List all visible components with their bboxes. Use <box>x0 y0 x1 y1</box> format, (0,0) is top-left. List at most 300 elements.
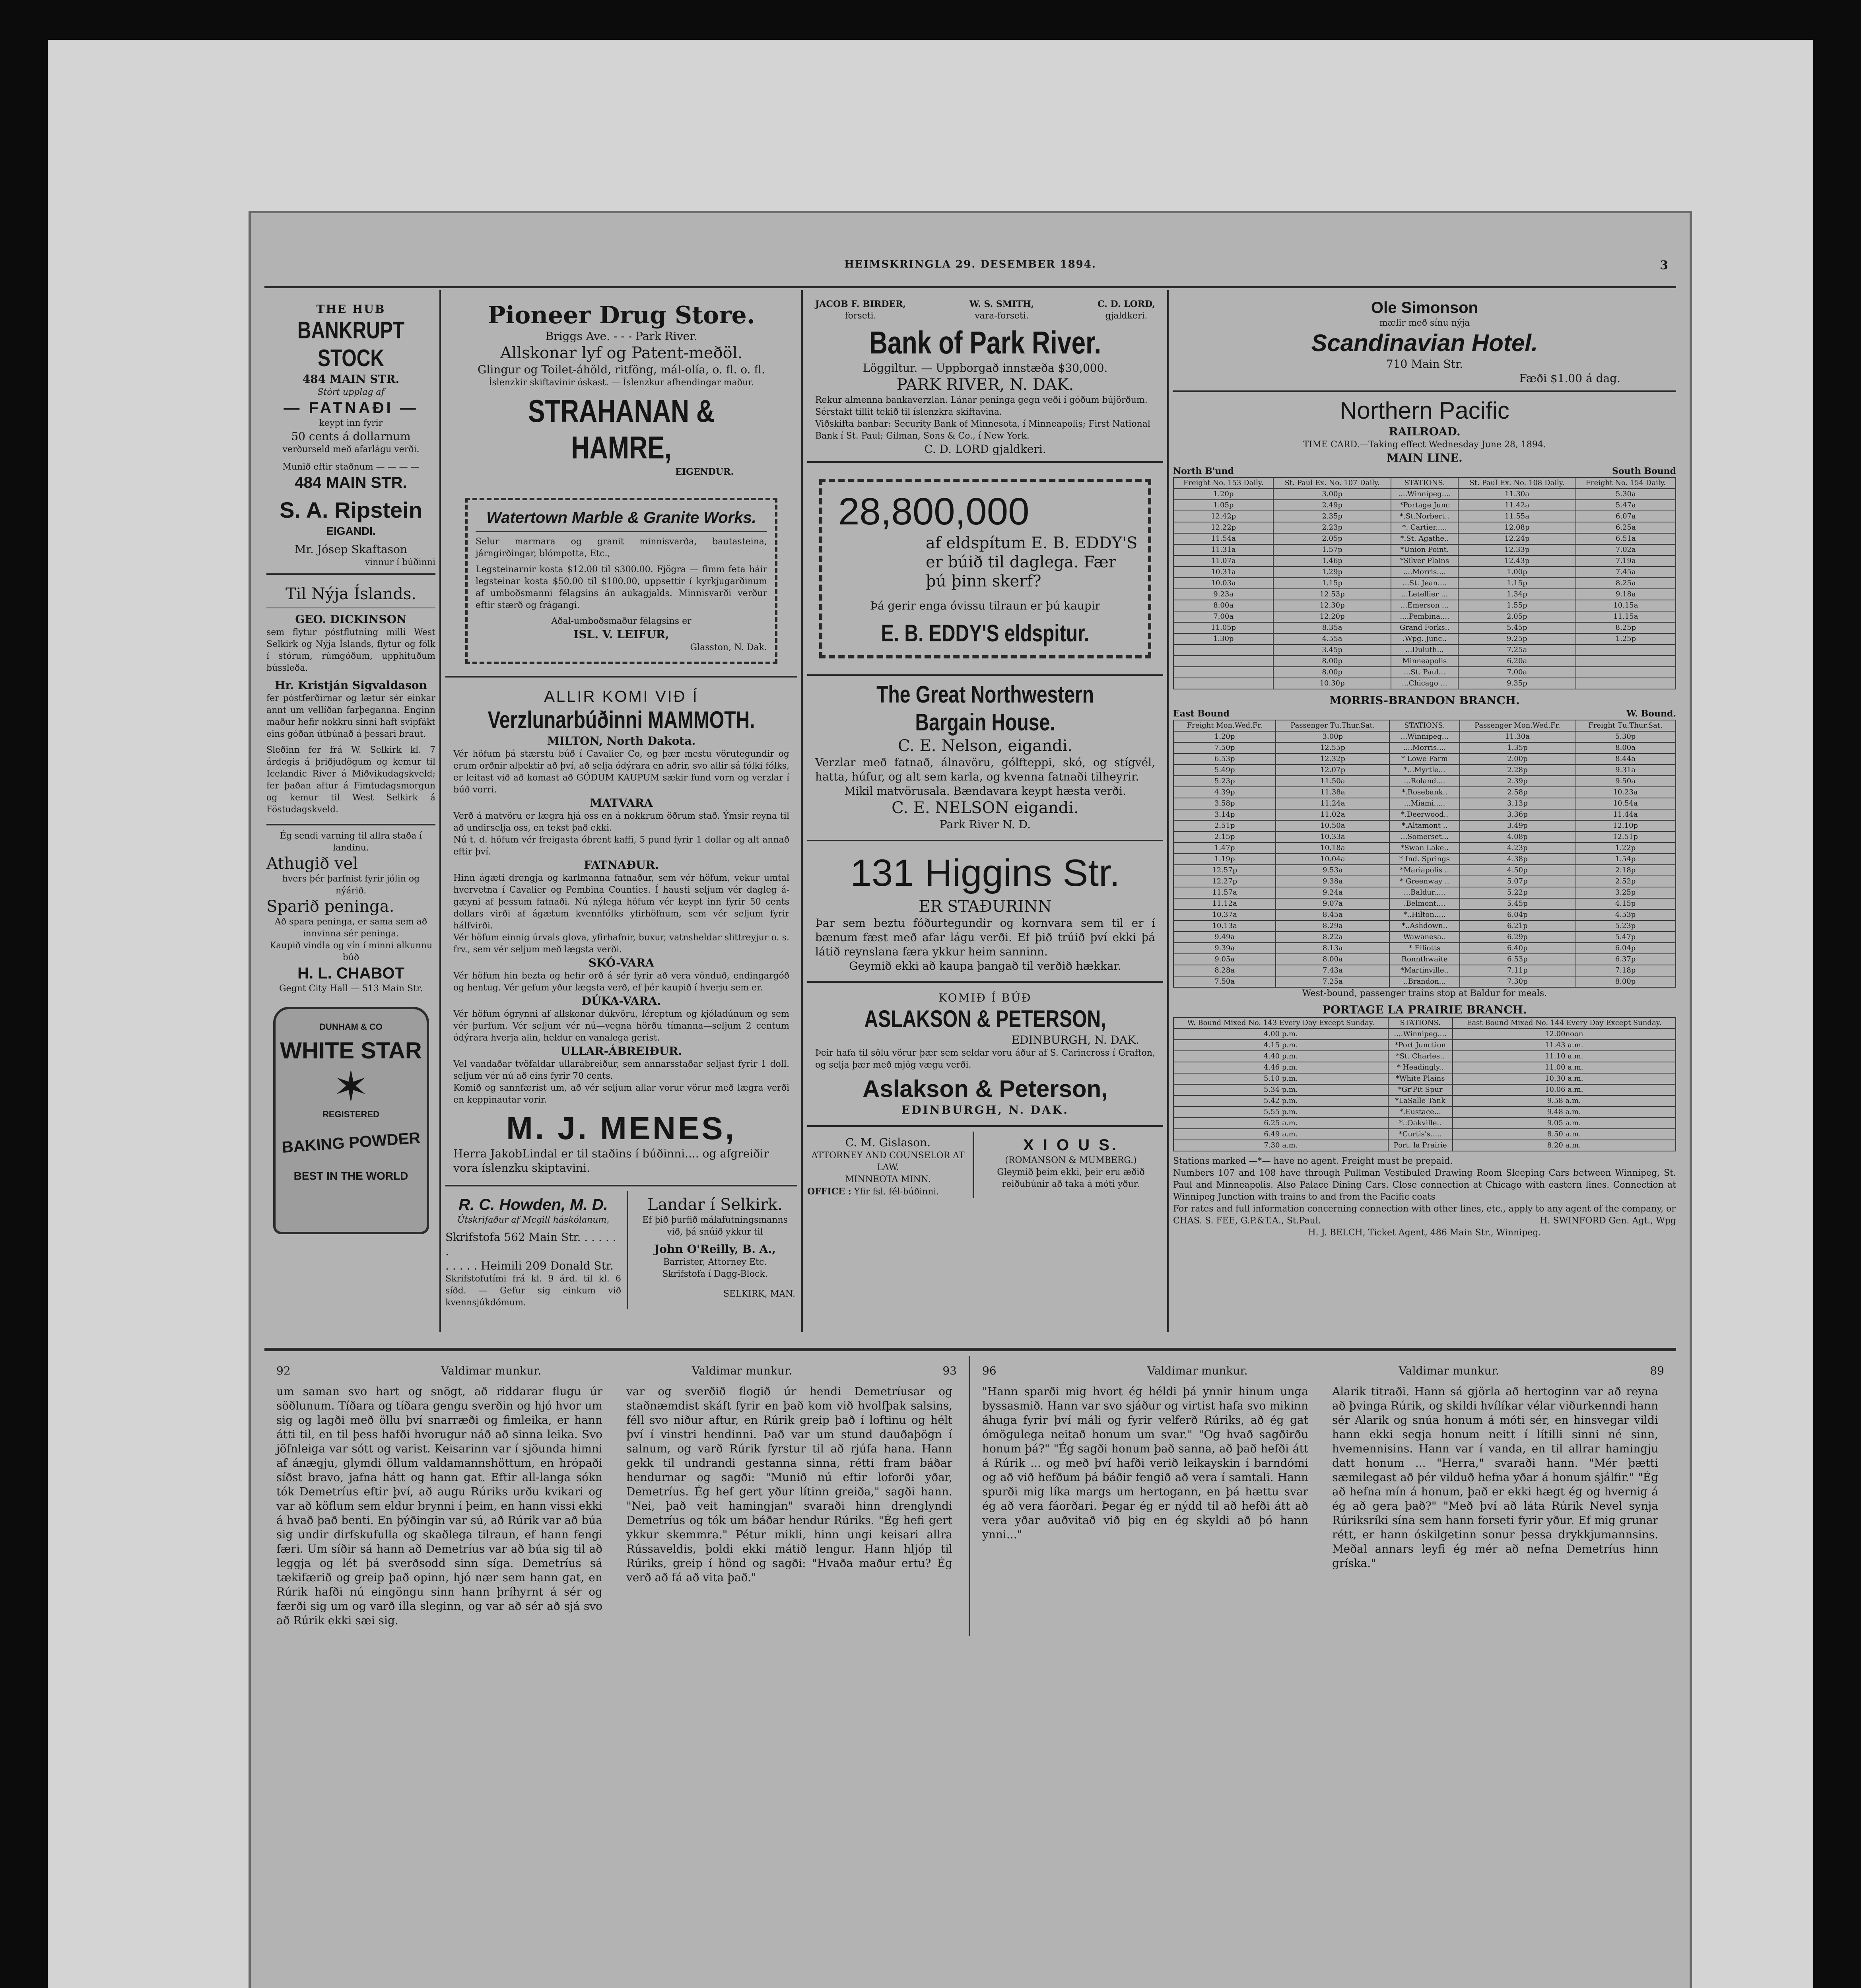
portage-cell: 12.00noon <box>1453 1029 1676 1040</box>
mammoth-h5: ULLAR-ÁBREIÐUR. <box>560 1044 682 1058</box>
morris-brandon-cell: 4.23p <box>1460 843 1575 854</box>
main-line-cell: 10.31a <box>1173 567 1273 578</box>
main-line-cell: 3.00p <box>1273 489 1391 500</box>
morris-brandon-title: MORRIS-BRANDON BRANCH. <box>1329 694 1520 707</box>
xious-ad <box>974 1132 1161 1198</box>
main-line-cell: 12.42p <box>1173 511 1273 522</box>
mb-note: West-bound, passenger trains stop at Baldur for meals. <box>1302 988 1547 998</box>
portage-row <box>1173 1051 1676 1062</box>
main-line-cell: 12.30p <box>1273 600 1391 611</box>
hub-title: THE HUB <box>316 303 386 316</box>
morris-brandon-cell: 3.00p <box>1276 731 1389 742</box>
morris-brandon-cell: *Mariapolis .. <box>1389 865 1459 876</box>
portage-cell: 4.15 p.m. <box>1173 1040 1388 1051</box>
morris-brandon-row <box>1173 865 1676 876</box>
morris-brandon-cell: 2.18p <box>1575 865 1676 876</box>
morris-brandon-cell: ...Miami..... <box>1389 798 1459 809</box>
morris-brandon-cell: 12.55p <box>1276 742 1389 753</box>
portage-body <box>1173 1029 1676 1151</box>
mammoth-line: Herra JakobLindal er til staðins í búðinni.... og afgreiðir vora íslenzku skiptavini. <box>453 1147 769 1175</box>
main-line-cell: 5.45p <box>1458 622 1576 633</box>
main-line-cell: 7.19a <box>1576 555 1676 567</box>
morris-brandon-row <box>1173 753 1676 765</box>
morris-brandon-cell: 3.49p <box>1460 820 1575 831</box>
page-header <box>264 258 1676 286</box>
portage-table <box>1173 1017 1676 1151</box>
morris-brandon-cell: 4.39p <box>1173 787 1276 798</box>
morris-brandon-cell: 6.04p <box>1460 909 1575 920</box>
morris-brandon-cell: ...Baldur..... <box>1389 887 1459 898</box>
mammoth-h4: DÚKA-VARA. <box>581 994 661 1008</box>
morris-brandon-cell: 9.07a <box>1276 898 1389 909</box>
morris-brandon-cell: 3.36p <box>1460 809 1575 820</box>
nyja-body-2: fer póstferðirnar og lætur sér einkar annt um vellíðan farþeganna. Enginn maður hefir nokkru sinni haft svipfákt eins góðan útbúnað á þessari braut. <box>266 693 435 739</box>
hub-heading: BANKRUPT STOCK <box>297 317 405 371</box>
morris-brandon-cell: 11.12a <box>1173 898 1276 909</box>
main-line-cell: 8.00a <box>1173 600 1273 611</box>
morris-brandon-cell: 6.53p <box>1460 954 1575 965</box>
morris-brandon-cell: 11.24a <box>1276 798 1389 809</box>
chabot-intro: Ég sendi varning til allra staða í landinu. <box>280 831 422 853</box>
bank-officer-1: JACOB F. BIRDER, <box>815 299 906 309</box>
main-line-cell: ...Chicago ... <box>1391 678 1458 689</box>
main-line-header-cell: St. Paul Ex. No. 107 Daily. <box>1273 478 1391 489</box>
morris-brandon-cell: 11.44a <box>1575 809 1676 820</box>
morris-brandon-table <box>1173 720 1676 988</box>
column-rule-3 <box>1167 290 1169 1332</box>
simonson-address: 710 Main Str. <box>1386 357 1463 371</box>
bank-officer-1-role: forseti. <box>845 311 876 321</box>
main-line-header-cell: Freight No. 153 Daily. <box>1173 478 1273 489</box>
morris-brandon-cell: *.Rosebank.. <box>1389 787 1459 798</box>
portage-row <box>1173 1073 1676 1084</box>
bargain-line-2: Mikil matvörusala. Bændavara keypt hæsta verði. <box>844 784 1127 798</box>
portage-cell: 8.20 a.m. <box>1453 1140 1676 1151</box>
main-line-cell: 8.00p <box>1273 656 1391 667</box>
morris-brandon-row <box>1173 843 1676 854</box>
morris-brandon-cell: 3.25p <box>1575 887 1676 898</box>
aslakson-place-2: EDINBURGH, N. DAK. <box>901 1103 1069 1116</box>
main-line-cell: ....Winnipeg.... <box>1391 489 1458 500</box>
marble-box <box>465 498 777 664</box>
main-line-cell: 7.45a <box>1576 567 1676 578</box>
morris-brandon-cell: ..Brandon... <box>1389 976 1459 987</box>
portage-cell: *Port Junction <box>1388 1040 1453 1051</box>
morris-brandon-row <box>1173 787 1676 798</box>
morris-brandon-cell: 8.00a <box>1276 954 1389 965</box>
main-line-cell: 2.49p <box>1273 500 1391 511</box>
main-line-cell: 9.23a <box>1173 589 1273 600</box>
morris-brandon-cell: 10.54a <box>1575 798 1676 809</box>
main-line-row <box>1173 656 1676 667</box>
main-line-cell: 11.54a <box>1173 533 1273 544</box>
simonson-name: Ole Simonson <box>1371 299 1478 316</box>
morris-brandon-cell: 5.45p <box>1460 898 1575 909</box>
bank-line-4: Viðskifta banbar: Security Bank of Minnesota, í Minneapolis; First National Bank í St. Paul; Gilman, Sons & Co., í New York. <box>815 419 1150 441</box>
morris-brandon-row <box>1173 731 1676 742</box>
morris-brandon-cell: 1.22p <box>1575 843 1676 854</box>
main-line-cell: ...St. Jean.... <box>1391 578 1458 589</box>
morris-brandon-row <box>1173 943 1676 954</box>
main-line-cell: 4.55a <box>1273 633 1391 645</box>
marble-agent: Aðal-umboðsmaður félagsins er <box>551 616 692 626</box>
aslakson-title-2: Aslakson & Peterson, <box>863 1076 1108 1102</box>
portage-cell: *.Eustace... <box>1388 1107 1453 1118</box>
main-line-cell: Grand Forks.. <box>1391 622 1458 633</box>
column-3 <box>807 294 1163 1336</box>
morris-brandon-cell: 10.13a <box>1173 920 1276 932</box>
main-line-cell: 12.20p <box>1273 611 1391 622</box>
main-line-row <box>1173 589 1676 600</box>
mammoth-place: MILTON, North Dakota. <box>547 734 696 747</box>
main-line-cell: 1.00p <box>1458 567 1576 578</box>
morris-brandon-cell: *..Hilton..... <box>1389 909 1459 920</box>
morris-brandon-row <box>1173 887 1676 898</box>
main-line-cell: 8.00p <box>1273 667 1391 678</box>
bank-line-1: Löggiltur. — Uppborgað innstæða $30,000. <box>863 361 1108 375</box>
morris-brandon-cell: *...Myrtle... <box>1389 765 1459 776</box>
gislason-office-label: OFFICE : <box>807 1186 851 1197</box>
main-line-cell: 7.25a <box>1458 645 1576 656</box>
main-line-cell: Minneapolis <box>1391 656 1458 667</box>
morris-brandon-cell: 8.44a <box>1575 753 1676 765</box>
morris-brandon-row <box>1173 820 1676 831</box>
mb-body <box>1173 731 1676 987</box>
np-title-2: RAILROAD. <box>1389 425 1461 438</box>
main-line-row <box>1173 622 1676 633</box>
main-line-cell: 6.25a <box>1576 522 1676 533</box>
main-line-table <box>1173 477 1676 689</box>
story-page-93: 93 <box>942 1364 957 1377</box>
morris-brandon-cell: * Greenway .. <box>1389 876 1459 887</box>
eddy-brand: E. B. EDDY'S eldspitur. <box>881 620 1090 646</box>
hub-address: 484 MAIN STR. <box>302 373 400 386</box>
main-line-row <box>1173 600 1676 611</box>
morris-brandon-cell: 3.58p <box>1173 798 1276 809</box>
main-line-cell: 12.08p <box>1458 522 1576 533</box>
chabot-h2: Sparið peninga. <box>266 897 394 916</box>
aslakson-title: ASLAKSON & PETERSON, <box>864 1006 1106 1032</box>
mammoth-p9: Komið og sannfærist um, að vér seljum allar vorur vörur með lægra verði en keppinautar vorir. <box>453 1083 789 1105</box>
main-line-cell: 11.55a <box>1458 511 1576 522</box>
main-line-cell: 3.45p <box>1273 645 1391 656</box>
mb-west-bound: W. Bound. <box>1626 709 1676 719</box>
morris-brandon-cell: 6.40p <box>1460 943 1575 954</box>
portage-cell: 11.00 a.m. <box>1453 1062 1676 1073</box>
higgins-line-1: Þar sem beztu fóðurtegundir og kornvara sem til er í bænum fæst með afar lágu verði. Ef þið trúið því ekki þá látið reynslana færa ykkur heim sanninn. <box>815 916 1155 958</box>
chabot-t1: hvers þér þarfnist fyrir jólin og nýárið. <box>282 874 420 896</box>
gislason-office: Yfir fsl. fél-búðinni. <box>854 1187 939 1197</box>
mammoth-p5: Vér höfum einnig úrvals glova, yfirhafnir, buxur, vatnsheldar slittreyjur o. s. frv., sem vér seljum með lægsta verði. <box>453 933 789 955</box>
np-south-bound: South Bound <box>1612 466 1676 476</box>
howden-ad <box>445 1191 628 1309</box>
mammoth-p1: Vér höfum þá stærstu búð í Cavalier Co, og þær mestu vörutegundir og erum orðnir alþektir að því, að selja ódýrara en aðrir, svo allir sá fólki fólks, er leitast við að komast að GÓÐUM KAUPUM sækir fund vorn og verzlar í búð vorri. <box>453 749 789 795</box>
main-line-cell: 5.30a <box>1576 489 1676 500</box>
page-number: 3 <box>1660 258 1668 272</box>
morris-brandon-cell: 12.32p <box>1276 753 1389 765</box>
main-line-row <box>1173 678 1676 689</box>
bank-officer-2-role: vara-forseti. <box>975 311 1029 321</box>
story-column-4: Alarik titraði. Hann sá gjörla að hertoginn var að reyna að þvinga Rúrik, og skildi hvílíkar vélar viðurkenndi hann sér Alarik og snúa honum á móti sér, en hinsvegar vildi hann ekki segja honum neitt í lítilli sinni né sinn, hvemennisins. Hann var í vanda, en til allrar hamingju datt honum ... "Herra," svaraði hann. "Mér þætti sæmilegast að þér vilduð hefna yðar á honum sjálfir." "Ég að hefna mín á honum, það er ekki hægt ég og hvernig á ég að gera það?" "Með því að láta Rúrik Nevel synja Rúriksríki sína sem hann forseti fyrir yður. Ef mig grunar rétt, er hann óskilgetinn sonur þessa drykkjumannsins. Meðal annars leyfi ég mér að nefna Demetríus hinn gríska." <box>1332 1385 1658 1570</box>
morris-brandon-cell: 4.50p <box>1460 865 1575 876</box>
main-line-row <box>1173 611 1676 622</box>
main-line-cell: 1.55p <box>1458 600 1576 611</box>
main-line-cell: 5.47a <box>1576 500 1676 511</box>
morris-brandon-cell: ...Roland.... <box>1389 776 1459 787</box>
morris-brandon-cell: 7.11p <box>1460 965 1575 976</box>
main-line-cell: 6.07a <box>1576 511 1676 522</box>
bank-title: Bank of Park River. <box>869 325 1101 360</box>
morris-brandon-cell: 11.57a <box>1173 887 1276 898</box>
portage-cell: 11.43 a.m. <box>1453 1040 1676 1051</box>
morris-brandon-cell: Ronnthwaite <box>1389 954 1459 965</box>
np-agent-3: H. J. BELCH, Ticket Agent, 486 Main Str., Winnipeg. <box>1308 1228 1541 1238</box>
main-line-cell: 7.00a <box>1458 667 1576 678</box>
hub-address-2: 484 MAIN STR. <box>295 474 407 491</box>
portage-cell: *LaSalle Tank <box>1388 1095 1453 1107</box>
drug-role: EIGENDUR. <box>675 467 734 477</box>
hub-goods: — FATNAÐI — <box>284 399 418 417</box>
hub-owner-title: EIGANDI. <box>326 525 376 537</box>
bank-line-3: Sérstakt tillit tekið til íslenzkra skiftavina. <box>815 407 1002 417</box>
oreilly-title: Landar í Selkirk. <box>647 1196 783 1214</box>
morris-brandon-row <box>1173 976 1676 987</box>
portage-cell: 9.05 a.m. <box>1453 1118 1676 1129</box>
main-line-row <box>1173 667 1676 678</box>
xious-line-1: Gleymið þeim ekki, þeir eru æðið reiðubúnir að taka á móti yður. <box>997 1167 1145 1189</box>
mammoth-p4: Hinn ágæti drengja og karlmanna fatnaður, sem vér höfum, vekur umtal hvervetna í Cavalier og Pembina Counties. Í hausti seljum vér dagleg á-gæyni af þessum fatnaði. Nú nýlega höfum vér keypt inn fyrir 50 cents dollars virði af ágætum kvennfólks yfirhöfnum, sem vér seljum fyrir hálfvirði. <box>453 873 789 931</box>
portage-cell: *Curtis's..... <box>1388 1129 1453 1140</box>
portage-cell: *White Plains <box>1388 1073 1453 1084</box>
bank-officers <box>807 294 1163 322</box>
mammoth-h1: MATVARA <box>590 796 653 810</box>
main-line-cell: 2.35p <box>1273 511 1391 522</box>
portage-cell: 9.48 a.m. <box>1453 1107 1676 1118</box>
morris-brandon-cell: 6.04p <box>1575 943 1676 954</box>
morris-brandon-cell: 12.51p <box>1575 831 1676 843</box>
story-page-92: 92 <box>276 1364 291 1377</box>
mammoth-p3: Nú t. d. höfum vér freigasta óbrent kaffi, 5 pund fyrir 1 dollar og alt annað eftir því. <box>453 835 789 857</box>
main-line-cell: 2.23p <box>1273 522 1391 533</box>
simonson-hotel: Scandinavian Hotel. <box>1311 330 1538 356</box>
howden-line-1: Skrifstofa 562 Main Str. . . . . . . <box>445 1231 616 1258</box>
bargain-line-1: Verzlar með fatnað, álnavöru, gólfteppi, skó, og stígvél, hatta, húfur, og alt sem karla, og kvenna fatnaði tilheyrir. <box>815 756 1155 783</box>
np-north-bound: North B'und <box>1173 466 1234 476</box>
main-line-cell: 9.18a <box>1576 589 1676 600</box>
main-line-cell: 1.57p <box>1273 544 1391 555</box>
portage-row <box>1173 1095 1676 1107</box>
story-column-1: um saman svo hart og snögt, að riddarar flugu úr söðlunum. Tíðara og tíðara gengu sverðin og hjó hvor um sig og lagði með öllu því snarræði og fimleika, er hann átti til, en til þess hafði hvorugur náð að sinna leika. Svo jöfnleiga var sótt og varist. Keisarinn var í sjöunda himni af ánægju, glymdi öllum valdamannshöttum, en hrópaði síðst bravo, jafna hátt og hann gat. Eftir all-langa sókn tók Demetríus eftir því, að augu Rúriks urðu kvikari og var að köflum sem eldur brynni í þeim, en hann vissi ekki á hvað það benti. En þýðingin var sú, að Rúrik var að búa sig undir dirfskufulla og skaðlega tilraun, ef hann fengi færi. Um síðir sá hann að Demetríus var að búa sig til að leggja og lét þá sverðsodd sinn síga. Demetríus sá tækifærið og greip það opinn, hjó nær sem hann gat, en Rúrik hafði nú eingöngu sinn hann þríhyrnt á sér og færði sig um og varð illa sleginn, og var að sér að sjá svo að Rúrik ekki sæi sig. <box>276 1385 602 1627</box>
main-line-cell: 12.24p <box>1458 533 1576 544</box>
morris-brandon-cell: * Elliotts <box>1389 943 1459 954</box>
simonson-line-1: mælir með sínu nýja <box>1379 318 1470 328</box>
story-column-2: var og sverðið flogið úr hendi Demetríusar og staðnæmdist skáft fyrir en það kom við hvolfþak salsins, féll svo niður aftur, en Rúrik greip það í loftinu og hélt því í vinstri hendinni. Það var um stund dauðaþögn í salnum, og varð Rúrik fyrstur til að rjúfa hana. Hann gekk til undrandi gestanna sinna, rétti fram báðar hendurnar og sagði: "Munið nú eftir loforði yðar, Demetríus. Ég hef gert yður lítinn greiða," sagði hann. "Nei, það veit hamingjan" svaraði hinn drenglyndi Demetríus og tók um báðar hendur Rúriks. "Ég hefi gert ykkur skemmra." Pétur mikli, hinn ungi keisari allra Rússaveldis, þoldi ekki mátið lengur. Hann hljóp til Rúriks, greip í hönd og sagði: "Hvaða maður ertu? Ég verð að fá að vita það." <box>626 1385 952 1584</box>
main-line-header-row <box>1173 478 1676 489</box>
morris-brandon-header-cell: STATIONS. <box>1389 720 1459 731</box>
morris-brandon-cell: 6.53p <box>1173 753 1276 765</box>
morris-brandon-cell: 12.57p <box>1173 865 1276 876</box>
morris-brandon-cell: 1.35p <box>1460 742 1575 753</box>
morris-brandon-cell: 7.43a <box>1276 965 1389 976</box>
morris-brandon-cell: 9.53a <box>1276 865 1389 876</box>
column-rule-2 <box>801 290 803 1332</box>
morris-brandon-cell: 5.07p <box>1460 876 1575 887</box>
morris-brandon-cell: *..Ashdown.. <box>1389 920 1459 932</box>
main-line-cell <box>1173 667 1273 678</box>
np-main-line: MAIN LINE. <box>1387 451 1463 464</box>
main-line-row <box>1173 511 1676 522</box>
main-line-cell: 1.15p <box>1458 578 1576 589</box>
mammoth-p6: Vér höfum hin bezta og hefir orð á sér fyrir að vera vönduð, endingargóð og hentug. Vér gefum yður lægsta verð, ef þér kaupið í hverju sem er. <box>453 971 789 993</box>
morris-brandon-cell: 8.00a <box>1575 742 1676 753</box>
morris-brandon-cell: 2.58p <box>1460 787 1575 798</box>
morris-brandon-row <box>1173 876 1676 887</box>
morris-brandon-row <box>1173 831 1676 843</box>
mammoth-h3: SKÓ-VARA <box>588 956 655 969</box>
main-line-cell <box>1173 645 1273 656</box>
morris-brandon-cell: *Martinville.. <box>1389 965 1459 976</box>
higgins-sub: ER STAÐURINN <box>919 897 1052 916</box>
morris-brandon-cell: 9.05a <box>1173 954 1276 965</box>
eddy-number: 28,800,000 <box>838 490 1030 533</box>
morris-brandon-cell: ...Winnipeg... <box>1389 731 1459 742</box>
nyja-title: Til Nýja Íslands. <box>285 585 417 603</box>
morris-brandon-row <box>1173 742 1676 753</box>
np-title: Northern Pacific <box>1340 397 1509 424</box>
morris-brandon-cell: 7.50p <box>1173 742 1276 753</box>
morris-brandon-cell: 5.30p <box>1575 731 1676 742</box>
main-line-cell: 10.03a <box>1173 578 1273 589</box>
higgins-line-2: Geymið ekki að kaupa þangað til verðið hækkar. <box>849 959 1121 973</box>
main-line-cell <box>1173 678 1273 689</box>
morris-brandon-cell: 8.28a <box>1173 965 1276 976</box>
can-registered: REGISTERED <box>322 1109 380 1119</box>
xious-title: X I O U S. <box>1023 1136 1119 1154</box>
morris-brandon-cell: 11.50a <box>1276 776 1389 787</box>
column-2 <box>445 294 797 1336</box>
baking-powder-can <box>273 1007 429 1234</box>
main-line-cell: .Wpg. Junc.. <box>1391 633 1458 645</box>
morris-brandon-cell: 5.22p <box>1460 887 1575 898</box>
portage-cell: 6.49 a.m. <box>1173 1129 1388 1140</box>
eddy-line-1: af eldspítum E. B. EDDY'S er búið til daglega. Fær þú þinn skerf? <box>926 534 1138 590</box>
chabot-name: H. L. CHABOT <box>297 965 404 982</box>
main-line-cell: *.St.Norbert.. <box>1391 511 1458 522</box>
mammoth-title: Verzlunarbúðinni MAMMOTH. <box>488 707 755 733</box>
mammoth-intro: ALLIR KOMI VIÐ Í <box>544 688 699 705</box>
howden-line-2: . . . . . Heimili 209 Donald Str. <box>445 1259 614 1272</box>
main-line-row <box>1173 522 1676 533</box>
newspaper-page <box>249 211 1692 1988</box>
mammoth-p8: Vel vandaðar tvöfaldar ullarábreiður, sem annarsstaðar seljast fyrir 1 doll. seljum vér nú að eins fyrir 70 cents. <box>453 1059 789 1081</box>
morris-brandon-cell: .Belmont.... <box>1389 898 1459 909</box>
morris-brandon-cell: 1.19p <box>1173 854 1276 865</box>
portage-cell: 6.25 a.m. <box>1173 1118 1388 1129</box>
morris-brandon-cell: 12.27p <box>1173 876 1276 887</box>
marble-name: ISL. V. LEIFUR, <box>573 628 669 641</box>
np-agent-2: H. SWINFORD Gen. Agt., Wpg <box>1540 1216 1676 1226</box>
main-line-cell: *Silver Plains <box>1391 555 1458 567</box>
bargain-place: Park River N. D. <box>939 818 1031 831</box>
portage-cell: *..Oakville.. <box>1388 1118 1453 1129</box>
main-line-cell: 1.34p <box>1458 589 1576 600</box>
morris-brandon-row <box>1173 965 1676 976</box>
morris-brandon-cell: 4.15p <box>1575 898 1676 909</box>
morris-brandon-cell: 1.20p <box>1173 731 1276 742</box>
chabot-address: Gegnt City Hall — 513 Main Str. <box>279 984 423 994</box>
main-line-cell: 1.20p <box>1173 489 1273 500</box>
header-rule <box>264 286 1676 288</box>
main-line-cell <box>1576 656 1676 667</box>
chabot-t2: Að spara peninga, er sama sem að innvinna sér peninga. <box>274 917 427 939</box>
morris-brandon-row <box>1173 765 1676 776</box>
main-line-cell: 11.15a <box>1576 611 1676 622</box>
portage-cell: 10.06 a.m. <box>1453 1084 1676 1095</box>
main-line-cell: 1.30p <box>1173 633 1273 645</box>
morris-brandon-cell: 11.30a <box>1460 731 1575 742</box>
main-line-cell: 10.30p <box>1273 678 1391 689</box>
howden-name: R. C. Howden, M. D. <box>458 1196 608 1213</box>
howden-line-3: Skrifstofutími frá kl. 9 árd. til kl. 6 síðd. — Gefur sig einkum við kvennsjúkdómum. <box>445 1274 621 1308</box>
morris-brandon-cell: 5.23p <box>1173 776 1276 787</box>
morris-brandon-cell: 1.47p <box>1173 843 1276 854</box>
main-line-cell: 12.22p <box>1173 522 1273 533</box>
main-line-cell: *.St. Agathe.. <box>1391 533 1458 544</box>
mammoth-owner: M. J. MENES, <box>506 1110 736 1146</box>
morris-brandon-row <box>1173 932 1676 943</box>
portage-cell: 11.10 a.m. <box>1453 1051 1676 1062</box>
gislason-role: ATTORNEY AND COUNSELOR AT LAW. <box>811 1151 965 1173</box>
main-line-cell: 12.53p <box>1273 589 1391 600</box>
hub-sub: Stórt upplag af <box>317 387 385 397</box>
drug-title: Pioneer Drug Store. <box>488 301 755 329</box>
portage-cell: *Gr'Pit Spur <box>1388 1084 1453 1095</box>
main-line-cell <box>1576 645 1676 656</box>
nyja-body-3: Sleðinn fer frá W. Selkirk kl. 7 árdegis á þriðjudögum og kemur til Icelandic River á Miðvikudagskveld; fer þaðan aftur á Fimtudagsmorgun og kemur til West Selkirk á Föstudagskveld. <box>266 745 435 815</box>
main-line-cell: 2.05p <box>1458 611 1576 622</box>
morris-brandon-cell: 4.53p <box>1575 909 1676 920</box>
hub-remember: Munið eftir staðnum — — — — <box>282 462 420 472</box>
portage-cell: 5.34 p.m. <box>1173 1084 1388 1095</box>
portage-cell: 8.50 a.m. <box>1453 1129 1676 1140</box>
main-line-cell: 8.25a <box>1576 578 1676 589</box>
column-rule-1 <box>439 290 441 1332</box>
morris-brandon-cell: 11.02a <box>1276 809 1389 820</box>
hub-buy: keypt inn fyrir <box>319 418 383 428</box>
morris-brandon-cell: 8.29a <box>1276 920 1389 932</box>
morris-brandon-cell: 9.38a <box>1276 876 1389 887</box>
bank-officer-3-role: gjaldkeri. <box>1105 311 1148 321</box>
main-line-cell: 11.31a <box>1173 544 1273 555</box>
morris-brandon-cell: 2.28p <box>1460 765 1575 776</box>
portage-cell: 5.10 p.m. <box>1173 1073 1388 1084</box>
chabot-h1: Athugið vel <box>266 854 358 873</box>
portage-cell: 4.00 p.m. <box>1173 1029 1388 1040</box>
xious-sub: (ROMANSON & MUMBERG.) <box>1005 1155 1137 1165</box>
main-line-cell: *Portage Junc <box>1391 500 1458 511</box>
morris-brandon-row <box>1173 809 1676 820</box>
drug-line-1: Allskonar lyf og Patent-meðöl. <box>500 344 743 362</box>
main-line-cell: ....Morris.... <box>1391 567 1458 578</box>
morris-brandon-cell: *.Deerwood.. <box>1389 809 1459 820</box>
morris-brandon-cell: 8.00p <box>1575 976 1676 987</box>
morris-brandon-cell: * Ind. Springs <box>1389 854 1459 865</box>
main-line-cell: *. Cartier..... <box>1391 522 1458 533</box>
main-line-cell: ...Duluth... <box>1391 645 1458 656</box>
main-line-cell: ...Emerson ... <box>1391 600 1458 611</box>
story-right-page <box>970 1356 1676 1636</box>
main-line-row <box>1173 578 1676 589</box>
